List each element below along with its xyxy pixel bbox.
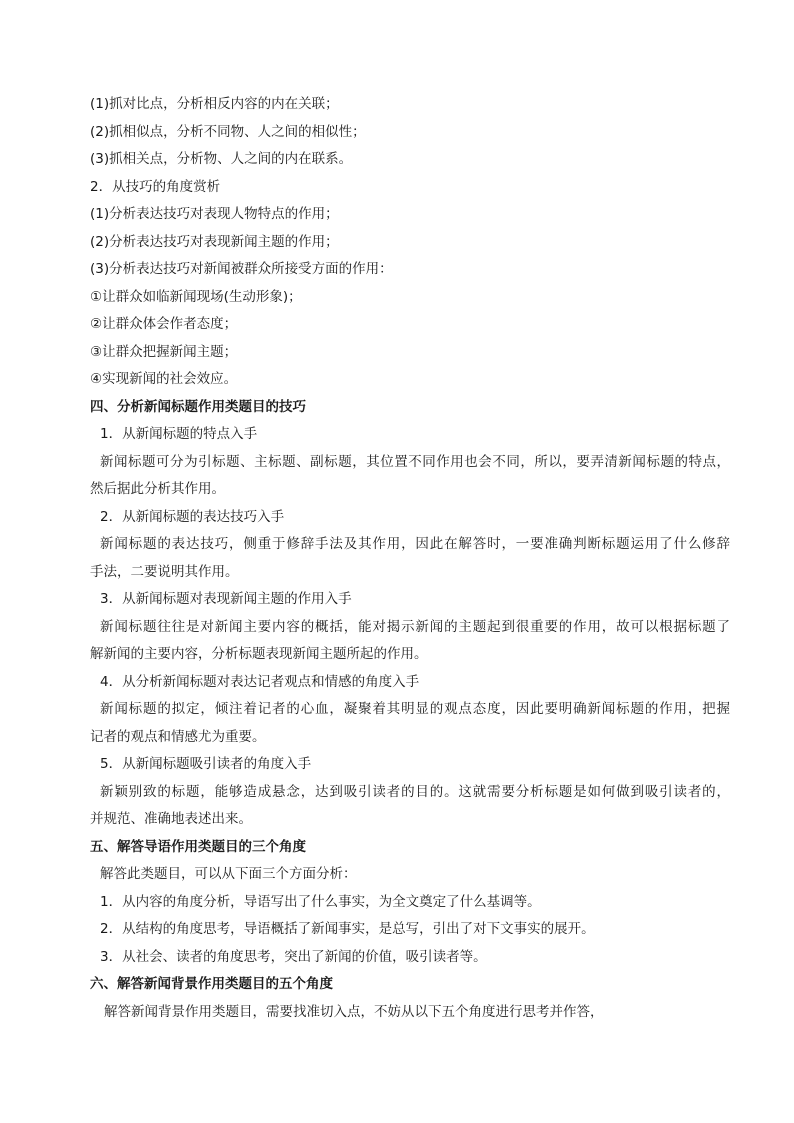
paragraph-line: 并规范、准确地表述出来。	[90, 811, 252, 827]
list-item: 2．从结构的角度思考，导语概括了新闻事实，是总写，引出了对下文事实的展开。	[100, 921, 595, 937]
subheading: 1．从新闻标题的特点入手	[100, 426, 258, 442]
text-line: ③让群众把握新闻主题；	[90, 343, 238, 360]
list-item: 1．从内容的角度分析，导语写出了什么事实，为全文奠定了什么基调等。	[100, 893, 541, 910]
text-line: (1)分析表达技巧对表现人物特点的作用；	[90, 206, 339, 222]
text-line: (2)分析表达技巧对表现新闻主题的作用；	[90, 233, 339, 250]
text-line: ②让群众体会作者态度；	[90, 316, 238, 332]
paragraph-line: 然后据此分析其作用。	[90, 481, 225, 497]
text-line: (2)抓相似点，分析不同物、人之间的相似性；	[90, 123, 366, 140]
text-line: (3)分析表达技巧对新闻被群众所接受方面的作用：	[90, 261, 393, 277]
subheading: 2．从新闻标题的表达技巧入手	[100, 508, 285, 525]
text-line: (1)抓对比点，分析相反内容的内在关联；	[90, 96, 339, 112]
paragraph-line: 新颖别致的标题，能够造成悬念，达到吸引读者的目的。这就需要分析标题是如何做到吸引读者的，	[100, 783, 730, 800]
paragraph-line: 记者的观点和情感尤为重要。	[90, 728, 266, 745]
subheading: 4．从分析新闻标题对表达记者观点和情感的角度入手	[100, 673, 420, 690]
list-item: 3．从社会、读者的角度思考，突出了新闻的价值，吸引读者等。	[100, 948, 487, 965]
paragraph-line: 新闻标题往往是对新闻主要内容的概括，能对揭示新闻的主题起到很重要的作用，故可以根据标题了	[100, 618, 730, 635]
paragraph-line: 新闻标题可分为引标题、主标题、副标题，其位置不同作用也会不同，所以，要弄清新闻标题的特点，	[100, 453, 730, 470]
paragraph-line: 解答此类题目，可以从下面三个方面分析：	[100, 866, 357, 882]
section-heading: 六、解答新闻背景作用类题目的五个角度	[90, 976, 333, 992]
text-line: ①让群众如临新闻现场(生动形象)；	[90, 288, 302, 305]
subheading: 2．从技巧的角度赏析	[90, 178, 221, 195]
paragraph-line: 新闻标题的表达技巧，侧重于修辞手法及其作用，因此在解答时，一要准确判断标题运用了什么修辞	[100, 536, 730, 552]
section-heading: 四、分析新闻标题作用类题目的技巧	[90, 398, 306, 415]
paragraph-line: 解答新闻背景作用类题目，需要找准切入点，不妨从以下五个角度进行思考并作答，	[104, 1003, 604, 1020]
section-heading: 五、解答导语作用类题目的三个角度	[90, 838, 306, 855]
paragraph-line: 手法，二要说明其作用。	[90, 563, 239, 580]
subheading: 5．从新闻标题吸引读者的角度入手	[100, 756, 312, 772]
paragraph-line: 解新闻的主要内容，分析标题表现新闻主题所起的作用。	[90, 646, 428, 662]
subheading: 3．从新闻标题对表现新闻主题的作用入手	[100, 591, 352, 607]
document-body	[90, 91, 730, 1026]
text-line: ④实现新闻的社会效应。	[90, 371, 238, 387]
text-line: (3)抓相关点，分析物、人之间的内在联系。	[90, 151, 353, 167]
paragraph-line: 新闻标题的拟定，倾注着记者的心血，凝聚着其明显的观点态度，因此要明确新闻标题的作用，把握	[100, 701, 730, 717]
